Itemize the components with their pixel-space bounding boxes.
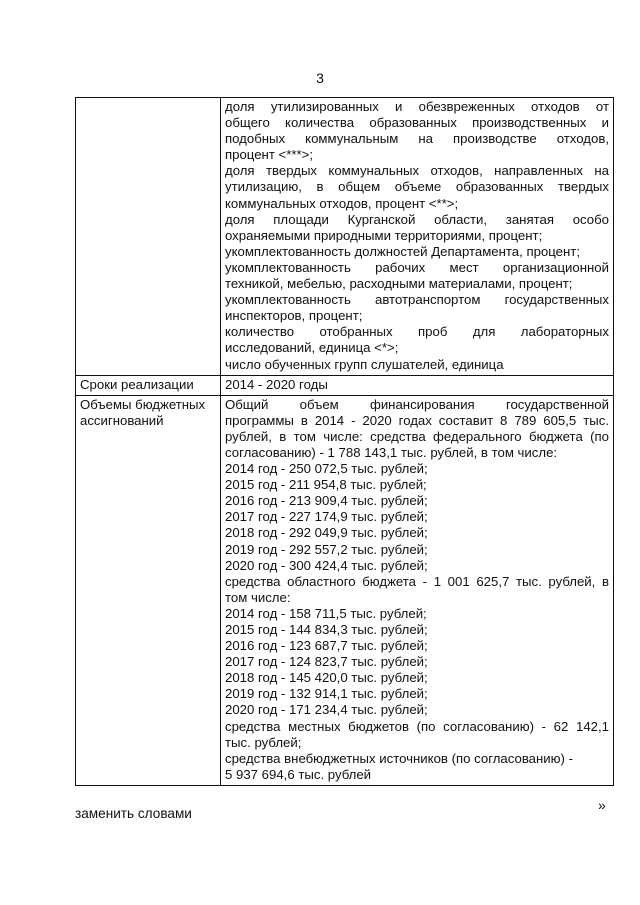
text-line: укомплектованность должностей Департамента, процент; bbox=[225, 243, 580, 259]
text-line: 2015 год - 211 954,8 тыс. рублей; bbox=[225, 477, 427, 493]
row-content bbox=[221, 375, 614, 395]
text-line: том числе: bbox=[225, 589, 291, 605]
text-line: тыс. рублей; bbox=[225, 734, 302, 750]
text-line: процент <***>; bbox=[225, 147, 313, 163]
text-line: 2017 год - 124 823,7 тыс. рублей; bbox=[225, 654, 428, 670]
text-line: рублей, в том числе: средства федерального бюджета (по bbox=[225, 428, 609, 444]
text-line: охраняемыми природными территориями, процент; bbox=[225, 227, 543, 243]
text-line: 2015 год - 144 834,3 тыс. рублей; bbox=[225, 622, 428, 637]
text-line: 2017 год - 227 174,9 тыс. рублей; bbox=[225, 509, 428, 525]
text-line: доля площади Курганской области, занятая особо bbox=[225, 211, 609, 227]
row-label: Сроки реализации bbox=[76, 375, 221, 395]
text-line: техникой, мебелью, расходными материалами, процент; bbox=[225, 276, 573, 292]
text-line: исследований, единица <*>; bbox=[225, 340, 399, 356]
text-line: 2018 год - 145 420,0 тыс. рублей; bbox=[225, 670, 428, 686]
text-line: 2019 год - 292 557,2 тыс. рублей; bbox=[225, 541, 428, 557]
text-line: 2020 год - 300 424,4 тыс. рублей; bbox=[225, 557, 428, 573]
text-line: число обученных групп слушателей, единица bbox=[225, 356, 504, 372]
row-label bbox=[76, 98, 221, 376]
row-content bbox=[221, 98, 614, 376]
text-line: 2016 год - 123 687,7 тыс. рублей; bbox=[225, 638, 428, 654]
table-row-period bbox=[76, 375, 614, 395]
text-line: согласованию) - 1 788 143,1 тыс. рублей, в том числе: bbox=[225, 444, 558, 460]
text-line: средства областного бюджета - 1 001 625,7 тыс. рублей, в bbox=[225, 573, 609, 589]
text-line: 2018 год - 292 049,9 тыс. рублей; bbox=[225, 525, 428, 541]
replace-instruction: заменить словами bbox=[75, 806, 192, 821]
text-line: 5 937 694,6 тыс. рублей bbox=[225, 766, 372, 782]
text-line: утилизацию, в общем объеме образованных твердых bbox=[225, 179, 609, 195]
text-line: средства местных бюджетов (по согласованию) - 62 142,1 bbox=[225, 718, 609, 734]
table-row-budget bbox=[76, 395, 614, 785]
text-line: инспекторов, процент; bbox=[225, 308, 363, 324]
row-label: Объемы бюджетных ассигнований bbox=[76, 395, 221, 785]
text-line: доля твердых коммунальных отходов, направленных на bbox=[225, 163, 609, 179]
text-line: 2014 - 2020 годы bbox=[225, 376, 328, 392]
passport-table bbox=[75, 97, 614, 786]
text-line: 2014 год - 250 072,5 тыс. рублей; bbox=[225, 461, 428, 477]
text-line: 2020 год - 171 234,4 тыс. рублей; bbox=[225, 702, 428, 718]
text-line: коммунальных отходов, процент <**>; bbox=[225, 195, 459, 211]
text-line: Общий объем финансирования государственной bbox=[225, 396, 609, 412]
text-line: общего количества образованных производственных и bbox=[225, 115, 609, 131]
text-line: укомплектованность рабочих мест организационной bbox=[225, 259, 609, 275]
row-content bbox=[221, 395, 614, 785]
text-line: средства внебюджетных источников (по согласованию) - bbox=[225, 750, 574, 766]
page-number: 3 bbox=[316, 70, 324, 86]
text-line: количество отобранных проб для лабораторных bbox=[225, 324, 609, 340]
text-line: 2016 год - 213 909,4 тыс. рублей; bbox=[225, 493, 428, 509]
text-line: укомплектованность автотранспортом государственных bbox=[225, 292, 609, 308]
text-line: 2019 год - 132 914,1 тыс. рублей; bbox=[225, 686, 428, 702]
closing-quote: » bbox=[598, 797, 606, 813]
text-line: подобных коммунальным на производстве отходов, bbox=[225, 131, 609, 147]
text-line: доля утилизированных и обезвреженных отходов от bbox=[225, 99, 609, 114]
text-line: программы в 2014 - 2020 годах составит 8 789 605,5 тыс. bbox=[225, 412, 609, 428]
text-line: 2014 год - 158 711,5 тыс. рублей; bbox=[225, 605, 427, 621]
table-row-indicators bbox=[76, 98, 614, 376]
